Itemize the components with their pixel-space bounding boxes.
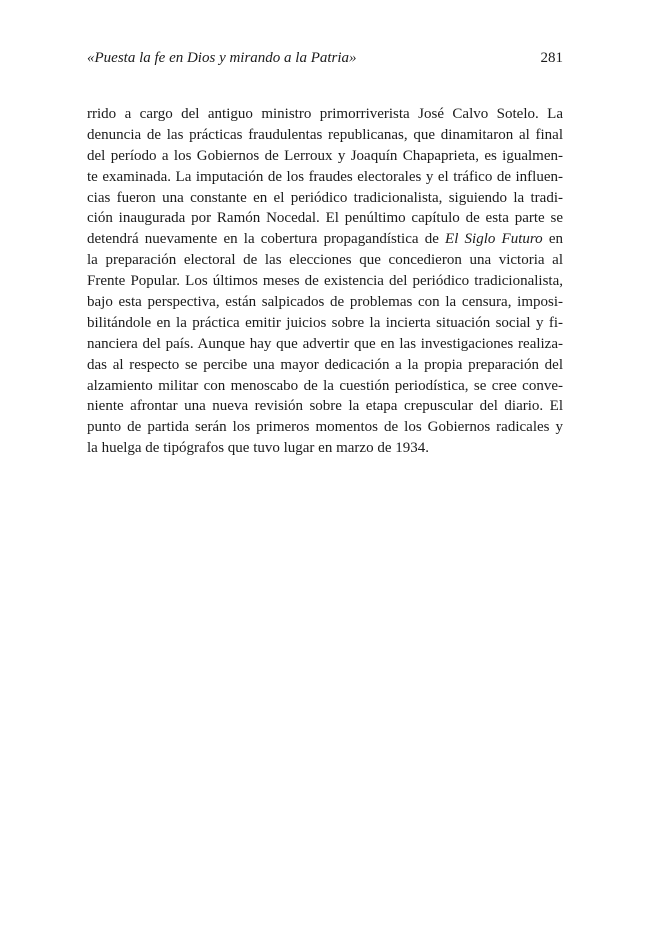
text-line: punto de partida serán los primeros momentos de los Gobiernos radicales y [87,419,563,436]
text-line: niente afrontar una nueva revisión sobre la etapa crepuscular del diario. El [87,398,563,415]
text-line: rrido a cargo del antiguo ministro primorriverista José Calvo Sotelo. La [87,106,563,122]
text-line: te examinada. La imputación de los fraudes electorales y el tráfico de influen- [87,168,563,185]
running-title: «Puesta la fe en Dios y mirando a la Patria» [87,50,357,66]
text-line: das al respecto se percibe una mayor dedicación a la propia preparación del [87,356,563,373]
body-paragraph [87,104,563,459]
text-line: Frente Popular. Los últimos meses de existencia del periódico tradicionalista, [87,273,563,290]
text-line: alzamiento militar con menoscabo de la cuestión periodística, se cree conve- [87,377,563,394]
running-header [87,48,563,72]
text-line: la preparación electoral de las elecciones que concedieron una victoria al [87,252,563,269]
text-line: nanciera del país. Aunque hay que advertir que en las investigaciones realiza- [87,335,563,352]
newspaper-title: El Siglo Futuro [445,231,543,248]
text-line: del período a los Gobiernos de Lerroux y Joaquín Chapaprieta, es igualmen- [87,147,563,164]
text-line: ción inaugurada por Ramón Nocedal. El penúltimo capítulo de esta parte se [87,210,563,227]
text-line [87,229,563,250]
text-segment: en [542,231,563,248]
text-line: denuncia de las prácticas fraudulentas republicanas, que dinamitaron al final [87,126,563,143]
text-line: bilitándole en la práctica emitir juicios sobre la incierta situación social y fi- [87,314,563,331]
text-line: cias fueron una constante en el periódico tradicionalista, siguiendo la tradi- [87,189,563,206]
page-number: 281 [540,50,563,66]
text-line: la huelga de tipógrafos que tuvo lugar en marzo de 1934. [87,440,429,457]
text-segment: detendrá nuevamente en la cobertura propagandística de [87,231,446,248]
text-line: bajo esta perspectiva, están salpicados de problemas con la censura, imposi- [87,294,563,311]
